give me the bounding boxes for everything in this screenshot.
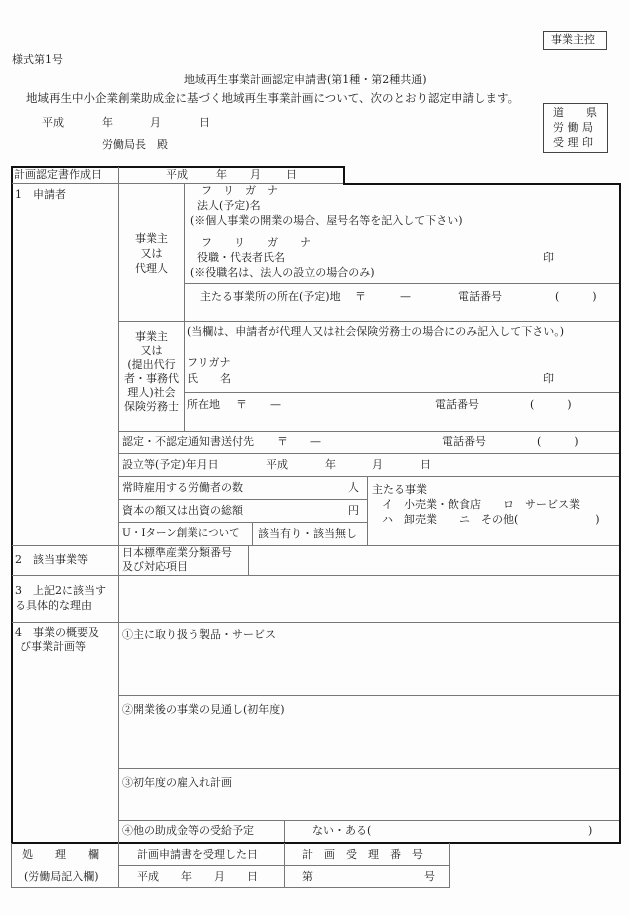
- industry-code-label-1: 日本標準産業分類番号: [122, 546, 232, 559]
- creation-date-era: 平成: [166, 168, 188, 181]
- corp-name-label: 法人(予定)名: [197, 199, 261, 212]
- divider: [12, 183, 343, 184]
- agent-name-label: 氏 名: [187, 372, 231, 385]
- creation-date-day: 日: [286, 168, 297, 181]
- form-number: 様式第1号: [12, 53, 63, 66]
- furigana-2: フ リ ガ ナ: [201, 236, 311, 249]
- border: [619, 183, 621, 843]
- date-month: 月: [150, 116, 161, 129]
- section4-label-1: 4 事業の概要及: [15, 626, 99, 639]
- office-postal-mark: 〒: [355, 290, 366, 303]
- creation-date-year: 年: [216, 168, 227, 181]
- agent-furigana: フリガナ: [187, 356, 231, 369]
- agent-dash: —: [270, 398, 281, 411]
- agent-label-5: 理人)社会: [127, 386, 176, 399]
- plan-number-prefix: 第: [302, 870, 313, 883]
- notice-dash: —: [310, 435, 321, 448]
- main-business-line-2: ハ 卸売業 ニ その他( ): [382, 513, 600, 526]
- receipt-stamp-line-2: 労 働 局: [553, 121, 593, 134]
- workers-unit: 人: [348, 481, 359, 494]
- section2-label: 2 該当事業等: [15, 553, 88, 566]
- rep-seal: 印: [543, 251, 554, 264]
- rep-name-label: 役職・代表者氏名: [197, 251, 285, 264]
- agent-label-6: 保険労務士: [124, 400, 179, 413]
- employer-label-3: 代理人: [135, 262, 168, 275]
- notice-phone-label: 電話番号: [442, 435, 486, 448]
- furigana-1: フ リ ガ ナ: [201, 184, 278, 197]
- other-subsidy-label: ④他の助成金等の受給予定: [122, 824, 254, 837]
- plan-number-label: 計 画 受 理 番 号: [302, 848, 423, 861]
- agent-label-2: 又は: [140, 344, 163, 357]
- control-box-label: 事業主控: [551, 33, 595, 46]
- border: [11, 166, 13, 843]
- main-business-line-1: イ 小売業・飲食店 ロ サービス業: [382, 498, 580, 511]
- main-business-label: 主たる事業: [372, 483, 427, 496]
- established-year: 年: [325, 458, 336, 471]
- established-label: 設立等(予定)年月日: [122, 458, 219, 471]
- processing-label-1: 処 理 欄: [22, 848, 99, 861]
- agent-phone-label: 電話番号: [435, 398, 479, 411]
- other-subsidy-close: ): [588, 824, 593, 837]
- document-title: 地域再生事業計画認定申請書(第1種・第2種共通): [184, 73, 427, 86]
- agent-label-4: 者・事務代: [124, 372, 179, 385]
- established-era: 平成: [266, 458, 288, 471]
- divider: [367, 476, 368, 545]
- received-date-label: 計画申請書を受理した日: [137, 848, 258, 861]
- industry-code-label-2: 及び対応項目: [122, 560, 188, 573]
- date-year: 年: [102, 116, 113, 129]
- creation-date-month: 月: [250, 168, 261, 181]
- divider: [119, 453, 619, 454]
- date-day: 日: [199, 116, 210, 129]
- divider: [119, 431, 619, 432]
- notice-postal-mark: 〒: [277, 435, 288, 448]
- office-phone-paren: ( ): [555, 290, 597, 303]
- divider: [12, 575, 619, 576]
- agent-label-1: 事業主: [135, 330, 168, 343]
- received-date-value: 平成 年 月 日: [137, 870, 258, 883]
- divider: [119, 768, 619, 769]
- agent-seal: 印: [543, 372, 554, 385]
- border: [343, 183, 621, 185]
- agent-label-3: (提出代行: [127, 358, 176, 371]
- divider: [12, 622, 619, 623]
- divider: [119, 820, 619, 821]
- divider: [12, 545, 619, 546]
- border: [11, 842, 621, 844]
- established-month: 月: [372, 458, 383, 471]
- addressee: 労働局長 殿: [102, 138, 168, 151]
- divider: [248, 545, 249, 575]
- divider: [184, 283, 619, 284]
- divider: [284, 820, 285, 842]
- divider: [119, 499, 367, 500]
- other-subsidy-value: ない・ある(: [312, 824, 372, 837]
- notice-phone-paren: ( ): [537, 435, 579, 448]
- notice-dest-label: 認定・不認定通知書送付先: [122, 435, 254, 448]
- ui-turn-value: 該当有り・該当無し: [258, 527, 357, 540]
- border: [343, 166, 345, 184]
- divider: [11, 843, 12, 887]
- office-dash: —: [400, 290, 411, 303]
- receipt-stamp-line-3: 受 理 印: [553, 136, 593, 149]
- agent-phone-paren: ( ): [530, 398, 572, 411]
- office-phone-label: 電話番号: [458, 290, 502, 303]
- divider: [118, 865, 449, 866]
- capital-label: 資本の額又は出資の総額: [122, 504, 243, 517]
- workers-label: 常時雇用する労働者の数: [122, 481, 243, 494]
- divider: [119, 522, 367, 523]
- corp-name-note: (※個人事業の開業の場合、屋号名等を記入して下さい): [190, 214, 463, 227]
- divider: [118, 167, 119, 183]
- employer-label-2: 又は: [140, 247, 163, 260]
- processing-label-2: (労働局記入欄): [24, 870, 99, 883]
- employer-label-1: 事業主: [135, 232, 168, 245]
- divider: [118, 183, 119, 843]
- divider: [184, 183, 185, 431]
- applicant-section-label: 1 申請者: [15, 188, 66, 201]
- divider: [252, 522, 253, 545]
- office-address-label: 主たる事業所の所在(予定)地: [200, 290, 341, 303]
- divider: [119, 321, 619, 322]
- established-day: 日: [420, 458, 431, 471]
- divider: [119, 476, 619, 477]
- ui-turn-label: U・Iターン創業について: [122, 527, 240, 539]
- agent-postal-mark: 〒: [236, 398, 247, 411]
- divider: [449, 843, 450, 887]
- products-services-label: ①主に取り扱う製品・サービス: [122, 628, 276, 641]
- rep-name-note: (※役職名は、法人の設立の場合のみ): [190, 266, 375, 279]
- divider: [11, 887, 450, 888]
- agent-note: (当欄は、申請者が代理人又は社会保険労務士の場合にのみ記入して下さい。): [187, 325, 565, 338]
- divider: [184, 392, 619, 393]
- capital-unit: 円: [348, 504, 359, 517]
- section3-label-1: 3 上記2に該当す: [15, 584, 106, 597]
- plan-number-suffix: 号: [424, 870, 435, 883]
- section4-label-2: び事業計画等: [20, 640, 86, 653]
- business-outlook-label: ②開業後の事業の見通し(初年度): [122, 703, 285, 716]
- agent-address-label: 所在地: [187, 398, 220, 411]
- divider: [119, 695, 619, 696]
- receipt-stamp-line-1: 道 県: [553, 106, 597, 119]
- hiring-plan-label: ③初年度の雇入れ計画: [122, 776, 232, 789]
- section3-label-2: る具体的な理由: [15, 599, 92, 612]
- creation-date-label: 計画認定書作成日: [14, 168, 102, 181]
- date-era: 平成: [42, 116, 64, 129]
- lead-text: 地域再生中小企業創業助成金に基づく地域再生事業計画について、次のとおり認定申請します。: [26, 91, 520, 105]
